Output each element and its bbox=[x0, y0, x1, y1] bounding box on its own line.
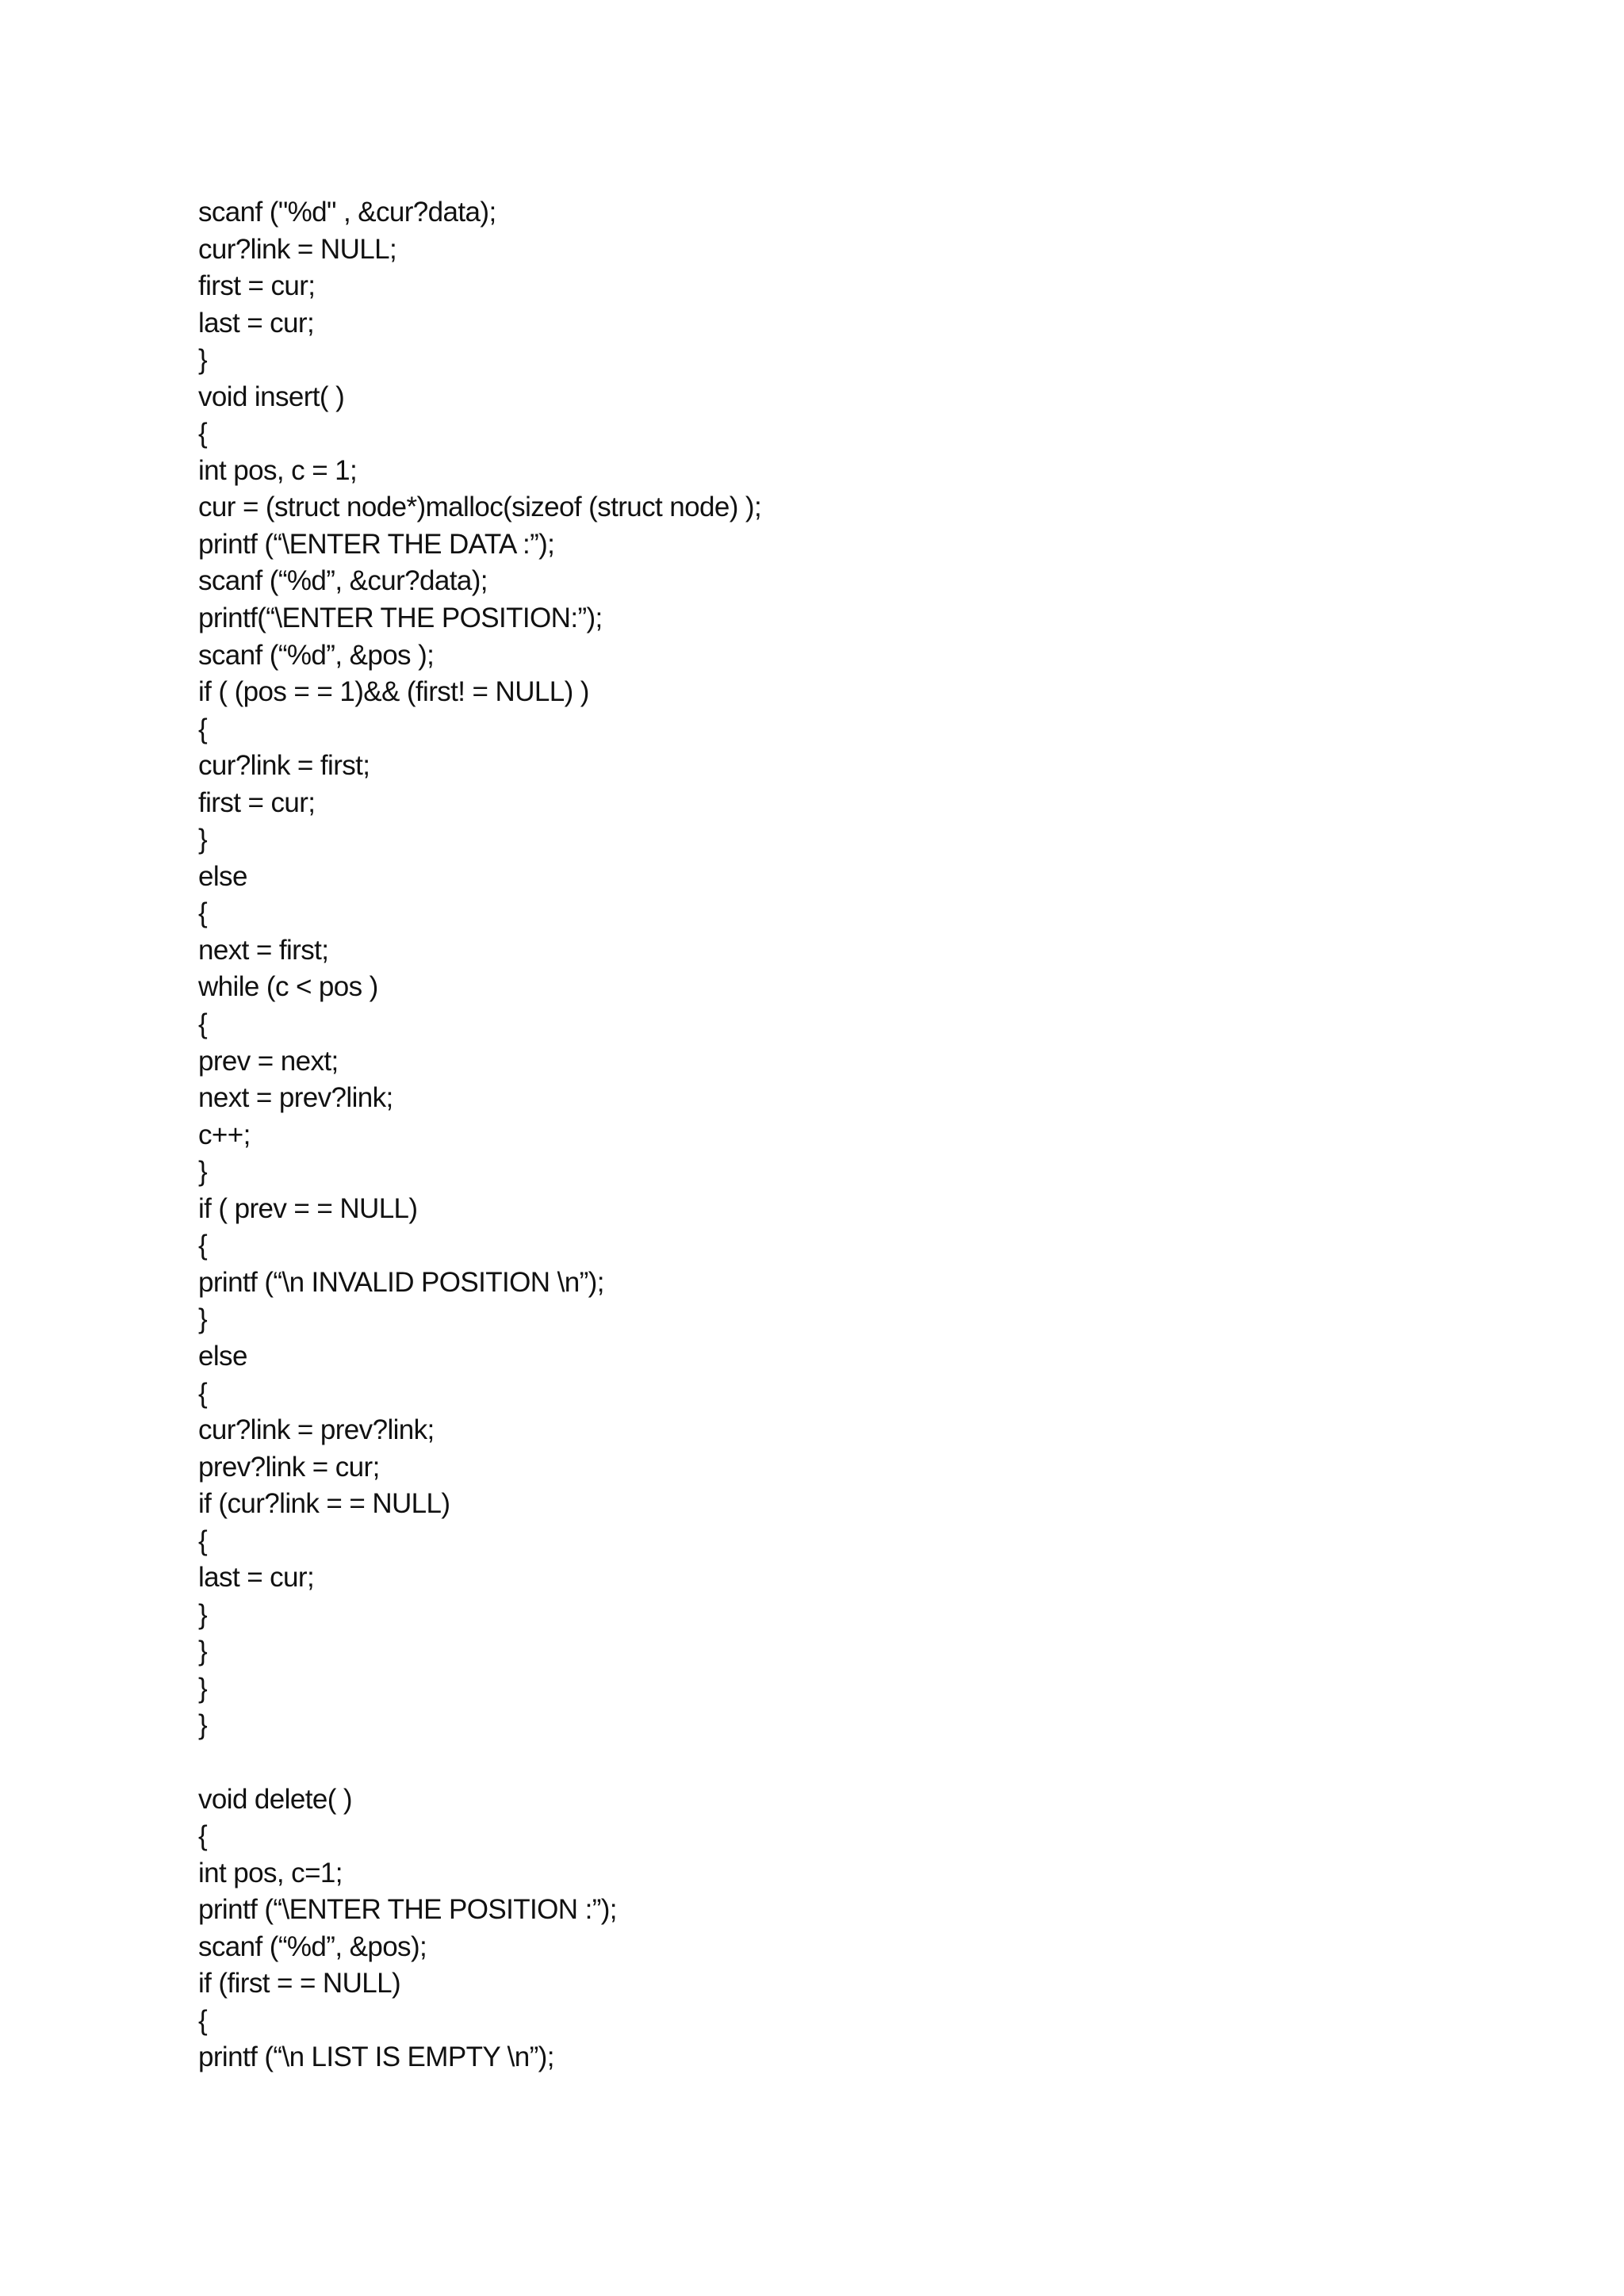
code-line: { bbox=[198, 1230, 208, 1261]
code-line: { bbox=[198, 1525, 208, 1556]
code-line: { bbox=[198, 713, 208, 744]
code-line: next = prev?link; bbox=[198, 1082, 393, 1114]
code-line: if (first = = NULL) bbox=[198, 1968, 401, 1999]
code-line: { bbox=[198, 1820, 208, 1852]
code-line: { bbox=[198, 1377, 208, 1409]
code-line: printf (“\n INVALID POSITION \n”); bbox=[198, 1266, 604, 1298]
code-line: cur = (struct node*)malloc(sizeof (struct node) ); bbox=[198, 492, 762, 523]
code-line: } bbox=[198, 1672, 208, 1704]
code-line: int pos, c=1; bbox=[198, 1857, 343, 1888]
code-line: if ( (pos = = 1)&& (first! = NULL) ) bbox=[198, 676, 589, 708]
code-line: if (cur?link = = NULL) bbox=[198, 1488, 450, 1520]
code-line: last = cur; bbox=[198, 307, 315, 339]
code-line: printf (“\ENTER THE DATA :”); bbox=[198, 528, 555, 560]
code-line: } bbox=[198, 1709, 208, 1741]
code-line: } bbox=[198, 1636, 208, 1667]
code-line: { bbox=[198, 1008, 208, 1040]
code-line: scanf (“%d”, &cur?data); bbox=[198, 565, 488, 597]
code-line: last = cur; bbox=[198, 1562, 315, 1594]
code-line: scanf (“%d”, &pos ); bbox=[198, 639, 435, 671]
code-line: } bbox=[198, 1303, 208, 1335]
code-line: } bbox=[198, 344, 208, 376]
code-line: prev?link = cur; bbox=[198, 1451, 380, 1483]
code-line bbox=[198, 1744, 761, 1781]
code-line: } bbox=[198, 1598, 208, 1630]
code-line: prev = next; bbox=[198, 1045, 339, 1077]
code-listing bbox=[198, 194, 761, 2076]
code-line: next = first; bbox=[198, 934, 329, 966]
code-line: first = cur; bbox=[198, 270, 316, 302]
code-line: if ( prev = = NULL) bbox=[198, 1192, 418, 1224]
code-line: void delete( ) bbox=[198, 1783, 352, 1815]
code-line: while (c < pos ) bbox=[198, 971, 378, 1003]
code-line: c++; bbox=[198, 1119, 251, 1150]
code-line: cur?link = first; bbox=[198, 750, 370, 782]
code-line: else bbox=[198, 1340, 247, 1372]
code-line: printf (“\n LIST IS EMPTY \n”); bbox=[198, 2042, 554, 2073]
code-line: else bbox=[198, 860, 247, 892]
code-line: { bbox=[198, 897, 208, 929]
code-line: scanf ("%d" , &cur?data); bbox=[198, 197, 496, 228]
code-line: } bbox=[198, 1156, 208, 1188]
code-line: cur?link = prev?link; bbox=[198, 1414, 435, 1446]
code-line: printf(“\ENTER THE POSITION:”); bbox=[198, 603, 603, 634]
code-line: void insert( ) bbox=[198, 381, 345, 412]
code-line: } bbox=[198, 824, 208, 855]
code-line: int pos, c = 1; bbox=[198, 454, 358, 486]
code-line: { bbox=[198, 2004, 208, 2036]
code-line: cur?link = NULL; bbox=[198, 233, 397, 265]
code-line: first = cur; bbox=[198, 786, 316, 818]
code-line: scanf (“%d”, &pos); bbox=[198, 1931, 427, 1962]
code-line: { bbox=[198, 418, 208, 450]
code-line: printf (“\ENTER THE POSITION :”); bbox=[198, 1894, 617, 1926]
